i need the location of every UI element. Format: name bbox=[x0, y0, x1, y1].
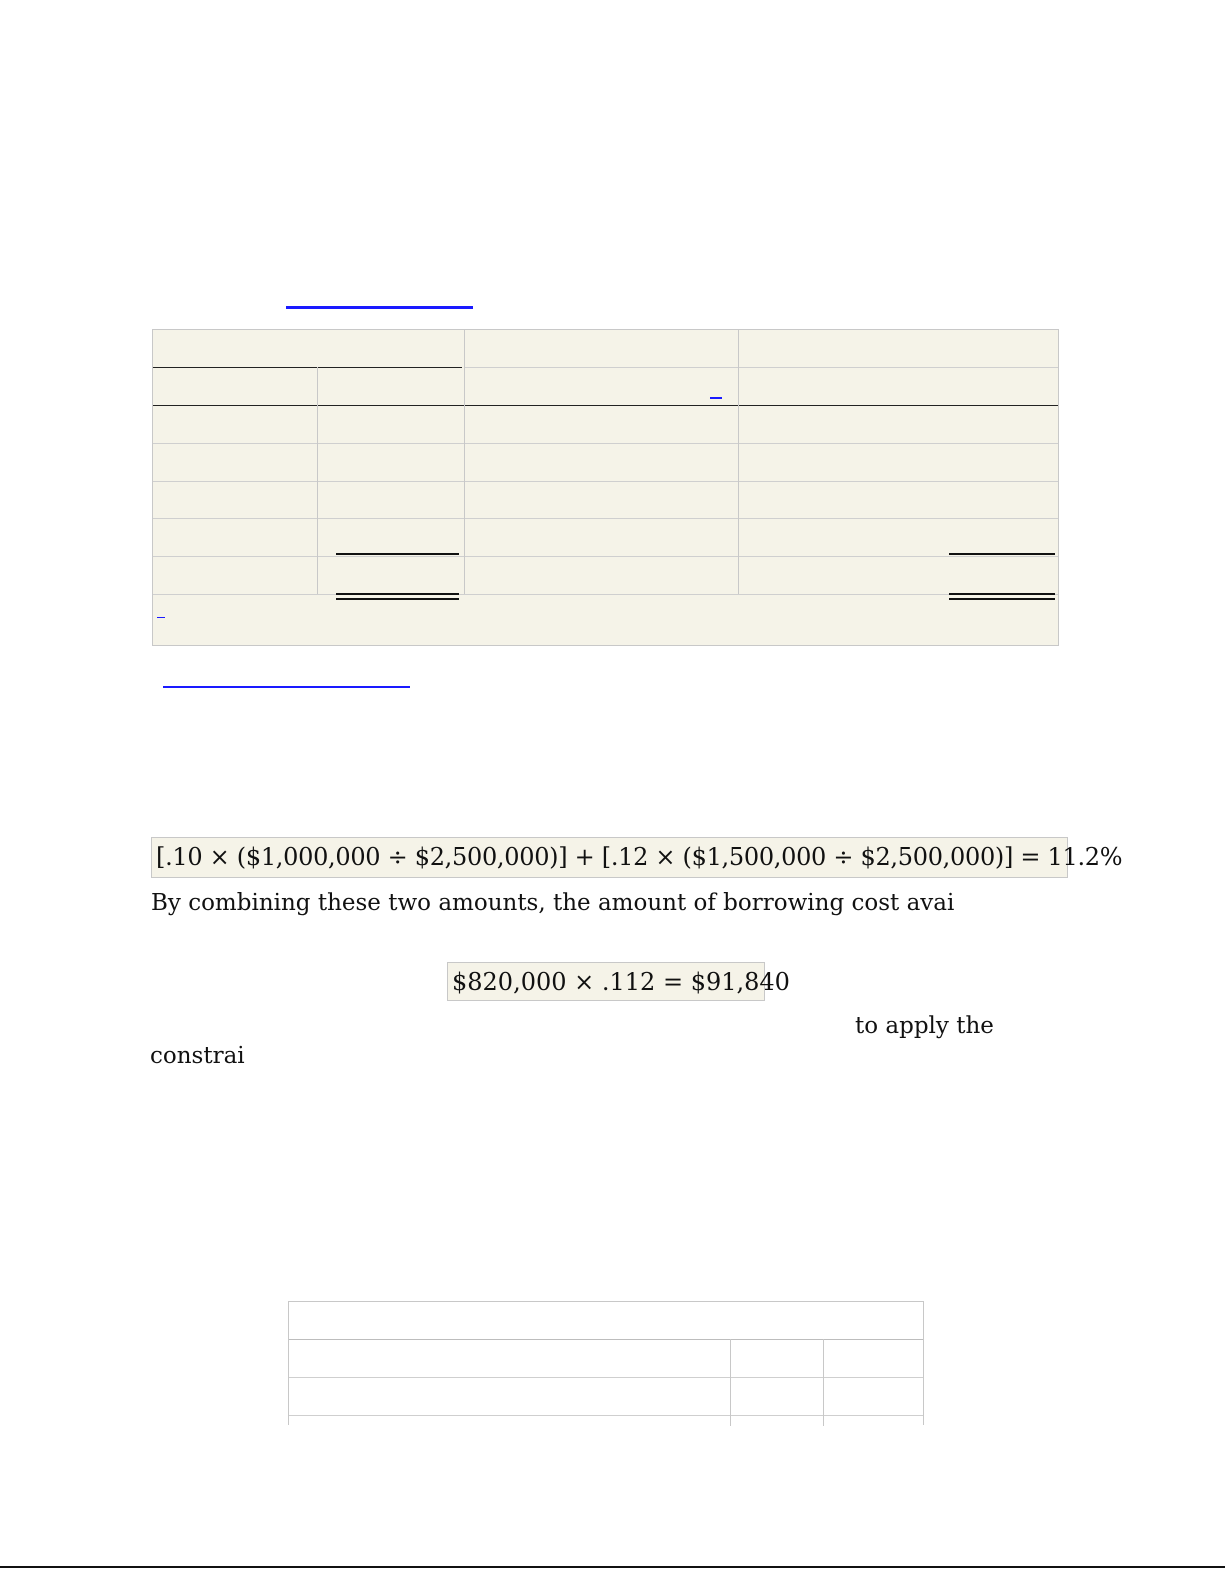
table-col-rule bbox=[738, 330, 739, 594]
table-rule bbox=[153, 518, 1058, 519]
combining-paragraph bbox=[151, 890, 954, 916]
table-col-rule bbox=[823, 1339, 824, 1426]
table-rule bbox=[289, 1339, 923, 1340]
table-rule bbox=[464, 367, 1058, 368]
footnote-link-mark[interactable] bbox=[710, 397, 722, 399]
total-double-underline bbox=[336, 593, 459, 600]
table-rule bbox=[153, 443, 1058, 444]
link-underline-bottom[interactable] bbox=[163, 686, 410, 688]
interest-formula bbox=[447, 962, 790, 1001]
page-bottom-rule bbox=[0, 1566, 1225, 1568]
total-double-underline bbox=[949, 593, 1055, 600]
subtotal-underline bbox=[949, 553, 1055, 555]
table-rule bbox=[153, 594, 1058, 595]
interest-text: $820,000 × .112 = $91,840 bbox=[452, 968, 790, 996]
weighted-rate-formula bbox=[151, 837, 1123, 878]
table-col-rule bbox=[730, 1339, 731, 1426]
table-col-rule bbox=[317, 367, 318, 594]
table-rule bbox=[153, 556, 1058, 557]
constrai-text: constrai bbox=[150, 1043, 245, 1069]
table-rule bbox=[153, 405, 1058, 406]
combining-text: By combining these two amounts, the amount of borrowing cost avai bbox=[151, 890, 955, 916]
table-rule bbox=[289, 1415, 923, 1416]
table-rule bbox=[153, 481, 1058, 482]
apply-text: to apply the bbox=[855, 1013, 994, 1039]
table-col-rule bbox=[464, 330, 465, 594]
second-table bbox=[288, 1301, 924, 1425]
link-underline-top[interactable] bbox=[286, 306, 473, 309]
subtotal-underline bbox=[336, 553, 459, 555]
footnote-link-mark[interactable] bbox=[157, 617, 165, 618]
weighted-rate-text: [.10 × ($1,000,000 ÷ $2,500,000)] + [.12 × ($1,500,000 ÷ $2,500,000)] = 11.2% bbox=[156, 843, 1123, 871]
table-rule bbox=[153, 367, 462, 368]
table-rule bbox=[289, 1377, 923, 1378]
schedule-table bbox=[152, 329, 1059, 646]
